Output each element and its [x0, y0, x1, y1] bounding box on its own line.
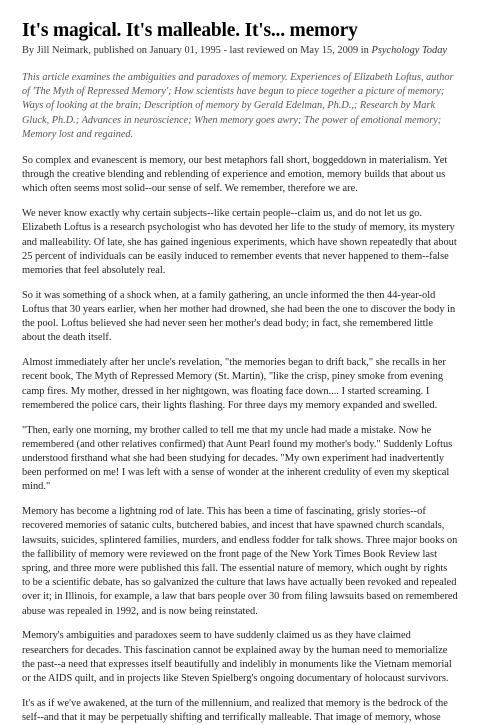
publication-name: Psychology Today: [371, 45, 447, 56]
body-paragraph: [22, 154, 475, 197]
article-title: It's magical. It's malleable. It's... memory: [22, 20, 358, 41]
text-line: through the creative blending and reblending of experience and emotion, memory builds that about us: [22, 169, 446, 181]
body-paragraph: [22, 697, 475, 725]
text-line: "Then, early one morning, my brother called to tell me that my uncle had made a mistake. Now he: [22, 424, 432, 436]
body-paragraph: [22, 424, 475, 495]
body-paragraph: [22, 505, 475, 619]
text-line: recovered memories of satanic cults, butchered babies, and incest that have spawned church scandals,: [22, 520, 445, 532]
text-line: about the death itself.: [22, 332, 112, 344]
text-line: which often seems most solid--our sense of self. We remember, therefore we are.: [22, 183, 358, 195]
text-line: self--and that it may be perpetually shifting and terrifically malleable. That image of memory, whose: [22, 712, 441, 724]
abstract-line: Gluck, Ph.D.; Advances in neuroscience; When memory goes awry; The power of emotional memory;: [22, 114, 442, 126]
text-line: Loftus that 30 years earlier, when her mother had drowned, she had been the one to discover the body in: [22, 304, 456, 316]
text-line: to be a scientific debate, has so galvanized the culture that laws have actually been revoked and repealed: [22, 577, 457, 589]
body-paragraph: [22, 207, 475, 278]
body-paragraph: [22, 629, 475, 686]
text-line: recent book, The Myth of Repressed Memory (St. Martin), "like the crisp, piney smoke from evening: [22, 371, 444, 383]
abstract-line: Ways of looking at the brain; Description of memory by Gerald Edelman, Ph.D.,; Research by Mark: [22, 100, 436, 112]
text-line: been performed on me! I was left with a sense of wonder at the inherent credulity of even my skeptical: [22, 467, 450, 479]
text-line: spring, and three more were published this fall. The essential nature of memory, which ought by rights: [22, 563, 448, 575]
text-line: It's as if we've awakened, at the turn of the millennium, and realized that memory is the bedrock of the: [22, 697, 448, 709]
text-line: abuse was repealed in 1992, and is now being reinstated.: [22, 605, 258, 617]
byline-text: By Jill Neimark, published on January 01, 1995 - last reviewed on May 15, 2009 in: [22, 45, 372, 56]
text-line: lawsuits, suicides, splintered families, murders, and endless fodder for talk shows. Three major books on: [22, 534, 458, 546]
text-line: over it; in Illinois, for example, a law that bars people over 30 from filing lawsuits based on remembered: [22, 591, 458, 603]
text-line: the past--a need that expresses itself beautifully and indelibly in monuments like the Vietnam memorial: [22, 658, 452, 670]
text-line: mind.": [22, 481, 51, 493]
text-line: 25 percent of individuals can be easily induced to remember events that never happened to them--false: [22, 250, 449, 262]
text-line: Elizabeth Loftus is a research psychologist who has devoted her life to the study of memory, its mystery: [22, 222, 455, 234]
text-line: We never know exactly why certain subjects--like certain people--claim us, and do not let us go.: [22, 208, 422, 220]
body-paragraph: [22, 289, 475, 346]
text-line: researchers for decades. This fascination cannot be explained away by the human need to memorialize: [22, 644, 448, 656]
byline: [22, 44, 475, 57]
article-abstract: [22, 71, 475, 142]
text-line: or the AIDS quilt, and in projects like Steven Spielberg's ongoing documentary of holocaust survivors.: [22, 673, 449, 685]
text-line: Memory's ambiguities and paradoxes seem to have suddenly claimed us as they have claimed: [22, 630, 411, 642]
text-line: the fallibility of memory were reviewed on the front page of the New York Times Book Review last: [22, 548, 437, 560]
body-paragraph: [22, 356, 475, 413]
abstract-line: This article examines the ambiguities and paradoxes of memory. Experiences of Elizabeth Loftus, author: [22, 72, 454, 83]
abstract-line: of 'The Myth of Repressed Memory'; How scientists have begun to piece together a picture of memory;: [22, 86, 445, 98]
text-line: camp fires. My mother, dressed in her nightgown, was floating face down.... I started screaming. I: [22, 385, 430, 397]
abstract-line: Memory lost and regained.: [22, 128, 134, 140]
text-line: the pool. Loftus believed she had never seen her mother's dead body; in fact, she remembered little: [22, 318, 434, 330]
text-line: Memory has become a lightning rod of late. This has been a time of fascinating, grisly stories--of: [22, 506, 426, 518]
text-line: remembered (and other relatives confirmed) that Aunt Pearl found my mother's body." Suddenly Loftus: [22, 438, 453, 450]
text-line: So complex and evanescent is memory, our best metaphors fall short, boggeddown in materialism. Yet: [22, 155, 448, 167]
text-line: and malleability. Of late, she has gained ingenious experiments, which have shown repeatedly that about: [22, 236, 457, 248]
text-line: memories that feel absolutely real.: [22, 265, 166, 277]
text-line: So it was something of a shock when, at a family gathering, an uncle informed the then 44-year-old: [22, 289, 436, 301]
text-line: Almost immediately after her uncle's revelation, "the memories began to drift back," she recalls in her: [22, 357, 446, 369]
text-line: remembered the police cars, their lights flashing. For three days my memory expanded and swelled.: [22, 399, 438, 411]
text-line: understood firsthand what she had been studying for decades. "My own experiment had inadvertently: [22, 453, 445, 465]
